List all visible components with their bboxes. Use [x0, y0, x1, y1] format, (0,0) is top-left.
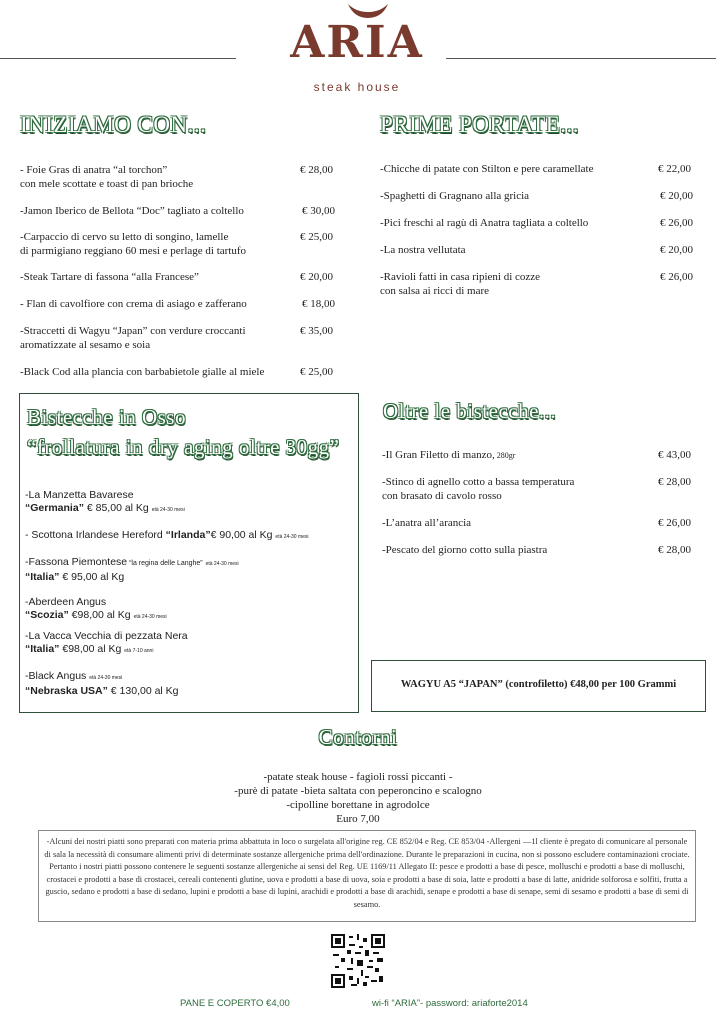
prime-price: € 26,00: [660, 217, 693, 229]
prime-item: -Chicche di patate con Stilton e pere caramellate: [380, 163, 594, 175]
bistecca-item: -La Vacca Vecchia di pezzata Nera “Italia” €98,00 al Kg età 7-10 anni: [25, 630, 188, 655]
header-rule-left: [0, 58, 236, 59]
bistecca-item: -Aberdeen Angus “Scozia” €98,00 al Kg età 24-30 mesi: [25, 596, 167, 621]
iniziamo-price: € 20,00: [300, 271, 333, 283]
bistecche-subtitle: “frollatura in dry aging oltre 30gg”: [27, 435, 340, 459]
oltre-item: -L’anatra all’arancia: [382, 517, 472, 529]
qr-code[interactable]: [331, 934, 385, 988]
oltre-item: -Stinco di agnello cotto a bassa temperatura con brasato di cavolo rosso: [382, 476, 575, 502]
iniziamo-item: - Flan di cavolfiore con crema di asiago e zafferano: [20, 298, 247, 310]
contorni-line: -cipolline borettane in agrodolce: [286, 799, 430, 811]
iniziamo-price: € 28,00: [300, 164, 333, 176]
prime-price: € 22,00: [658, 163, 691, 175]
prime-item: -Pici freschi al ragù di Anatra tagliata a coltello: [380, 217, 589, 229]
allergen-notice: -Alcuni dei nostri piatti sono preparati con materia prima abbattuta in loco o surgelata all'origine reg. CE 852/04 e Reg. CE 853/04 -Allergeni —1l cliente è pregato di comunicare al personale di sala la necessità di consumare alimenti privi di determinate sostanze allergeniche prima dell'ordinazione. Durante le preparazioni in cucina, non si possono escludere contaminazioni crociate. Pertanto i nostri piatti possono contenere le seguenti sostanze allergeniche ai sensi del Reg. UE 1169/11 Allegato II: pesce e prodotti a base di pesce, molluschi e prodotti a base di molluschi, crostacei e prodotti a base di crostacei, cereali contenenti glutine, uova e prodotti a base di uova, soia e prodotti a base di soia, latte e prodotti a base di latte, anidride solforosa e solfiti, frutta a guscio, sedano e prodotti a base di sedano, lupini e prodotti a base di lupini, arachidi e prodotti a base di arachidi, senape e prodotti a base di senape, semi di sesamo e prodotti a base di semi di sesamo.: [38, 830, 696, 922]
iniziamo-price: € 18,00: [302, 298, 335, 310]
iniziamo-title: INIZIAMO CON...: [20, 112, 207, 137]
bistecca-item: -Black Angus età 24-30 mesi “Nebraska USA” € 130,00 al Kg: [25, 670, 179, 697]
oltre-price: € 26,00: [658, 517, 691, 529]
oltre-title: Oltre le bistecche...: [383, 399, 557, 423]
iniziamo-price: € 30,00: [302, 205, 335, 217]
logo-subtitle: steak house: [313, 80, 401, 94]
footer-wifi: wi-fi “ARIA”- password: ariaforte2014: [372, 998, 528, 1009]
bistecche-title: Bistecche in Osso: [27, 405, 186, 429]
prime-price: € 20,00: [660, 190, 693, 202]
bistecca-item: -La Manzetta Bavarese “Germania” € 85,00 al Kg età 24-30 mesi: [25, 489, 185, 514]
iniziamo-price: € 25,00: [300, 366, 333, 378]
iniziamo-item: -Jamon Iberico de Bellota “Doc” tagliato a coltello: [20, 205, 244, 217]
bistecca-item: -Fassona Piemontese “la regina delle Langhe” età 24-30 mesi “Italia” € 95,00 al Kg: [25, 556, 239, 583]
oltre-price: € 43,00: [658, 449, 691, 461]
oltre-price: € 28,00: [658, 476, 691, 488]
contorni-price: Euro 7,00: [336, 813, 380, 825]
iniziamo-item: -Carpaccio di cervo su letto di songino, lamelle di parmigiano reggiano 60 mesi e perlage di tartufo: [20, 231, 247, 257]
header-rule-right: [446, 58, 716, 59]
prime-price: € 26,00: [660, 271, 693, 283]
iniziamo-item: -Steak Tartare di fassona “alla Francese”: [20, 271, 199, 283]
prime-item: -Spaghetti di Gragnano alla gricia: [380, 190, 530, 202]
wagyu-text: WAGYU A5 “JAPAN” (controfiletto) €48,00 per 100 Grammi: [400, 679, 677, 690]
contorni-line: -purè di patate -bieta saltata con peperoncino e scalogno: [234, 785, 482, 797]
bistecca-item: - Scottona Irlandese Hereford “Irlanda”€ 90,00 al Kg età 24-30 mesi: [25, 529, 309, 541]
prime-item: -La nostra vellutata: [380, 244, 466, 256]
iniziamo-item: - Foie Gras di anatra “al torchon” con mele scottate e toast di pan brioche: [20, 164, 194, 190]
iniziamo-item: -Black Cod alla plancia con barbabietole gialle al miele: [20, 366, 265, 378]
iniziamo-item: -Straccetti di Wagyu “Japan” con verdure croccanti aromatizzate al sesamo e soia: [20, 325, 246, 351]
footer-pane-coperto: PANE E COPERTO €4,00: [180, 998, 290, 1009]
iniziamo-price: € 25,00: [300, 231, 333, 243]
oltre-item: -Pescato del giorno cotto sulla piastra: [382, 544, 548, 556]
logo-word: ARIA: [290, 17, 424, 68]
iniziamo-price: € 35,00: [300, 325, 333, 337]
oltre-price: € 28,00: [658, 544, 691, 556]
oltre-item: -Il Gran Filetto di manzo, 280gr: [382, 449, 516, 461]
contorni-title: Contorni: [318, 725, 398, 749]
contorni-line: -patate steak house - fagioli rossi piccanti -: [263, 771, 453, 783]
prime-item: -Ravioli fatti in casa ripieni di cozze con salsa ai ricci di mare: [380, 271, 541, 297]
prime-title: PRIME PORTATE...: [380, 112, 580, 137]
prime-price: € 20,00: [660, 244, 693, 256]
